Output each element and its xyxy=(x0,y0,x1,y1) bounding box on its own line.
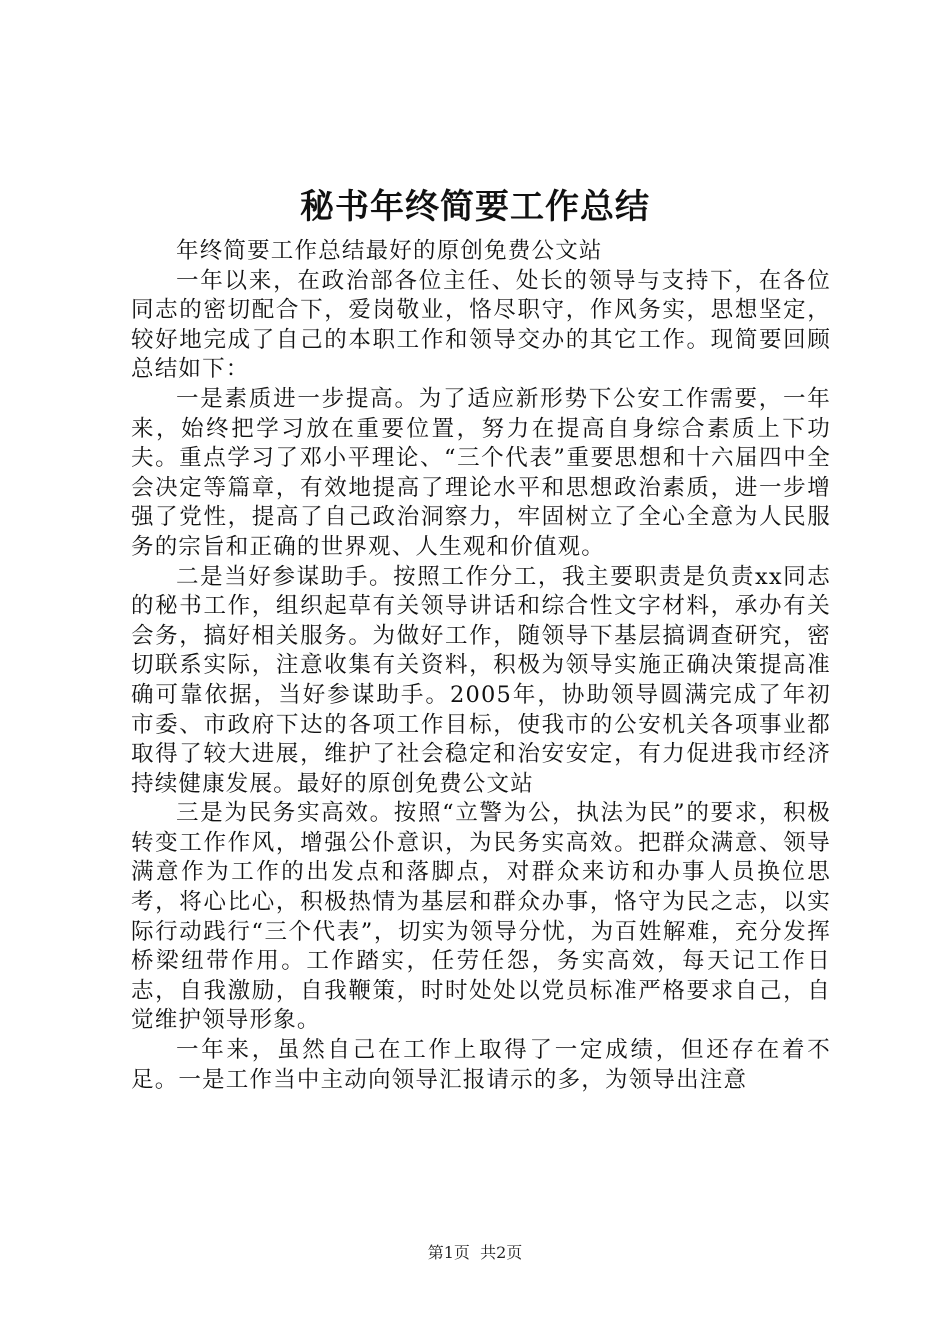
paragraph-service: 三是为民务实高效。按照“立警为公，执法为民”的要求，积极转变工作作风，增强公仆意识，为民务实高效。把群众满意、领导满意作为工作的出发点和落脚点，对群众来访和办事人员换位思考，将心比心，积极热情为基层和群众办事，恪守为民之志，以实际行动践行“三个代表”，切实为领导分忧，为百姓解难，充分发挥桥梁纽带作用。工作踏实，任劳任怨，务实高效，每天记工作日志，自我激励，自我鞭策，时时处处以党员标准严格要求自己，自觉维护领导形象。 xyxy=(131,800,831,1034)
document-body xyxy=(131,237,831,1095)
paragraph-subtitle: 年终简要工作总结最好的原创免费公文站 xyxy=(176,238,603,264)
paragraph-advisor: 二是当好参谋助手。按照工作分工，我主要职责是负责xx同志的秘书工作，组织起草有关领导讲话和综合性文字材料，承办有关会务，搞好相关服务。为做好工作，随领导下基层搞调查研究，密切联系实际，注意收集有关资料，积极为领导实施正确决策提高准确可靠依据，当好参谋助手。2005年，协助领导圆满完成了年初市委、市政府下达的各项工作目标，使我市的公安机关各项事业都取得了较大进展，维护了社会稳定和治安安定，有力促进我市经济持续健康发展。最好的原创免费公文站 xyxy=(131,563,831,797)
paragraph-quality: 一是素质进一步提高。为了适应新形势下公安工作需要，一年来，始终把学习放在重要位置，努力在提高自身综合素质上下功夫。重点学习了邓小平理论、“三个代表”重要思想和十六届四中全会决定等篇章，有效地提高了理论水平和思想政治素质，进一步增强了党性，提高了自己政治洞察力，牢固树立了全心全意为人民服务的宗旨和正确的世界观、人生观和价值观。 xyxy=(131,385,831,560)
document-title: 秘书年终简要工作总结 xyxy=(300,187,650,227)
footer-gap xyxy=(470,1243,480,1262)
page-total: 共2页 xyxy=(480,1243,523,1262)
paragraph-shortcomings: 一年来，虽然自己在工作上取得了一定成绩，但还存在着不足。一是工作当中主动向领导汇报请示的多，为领导出注意 xyxy=(131,1037,831,1093)
page-number: 第1页 xyxy=(427,1243,470,1262)
paragraph-intro: 一年以来，在政治部各位主任、处长的领导与支持下，在各位同志的密切配合下，爱岗敬业，恪尽职守，作风务实，思想坚定，较好地完成了自己的本职工作和领导交办的其它工作。现简要回顾总结如下： xyxy=(131,267,831,383)
page-footer xyxy=(0,1242,950,1264)
